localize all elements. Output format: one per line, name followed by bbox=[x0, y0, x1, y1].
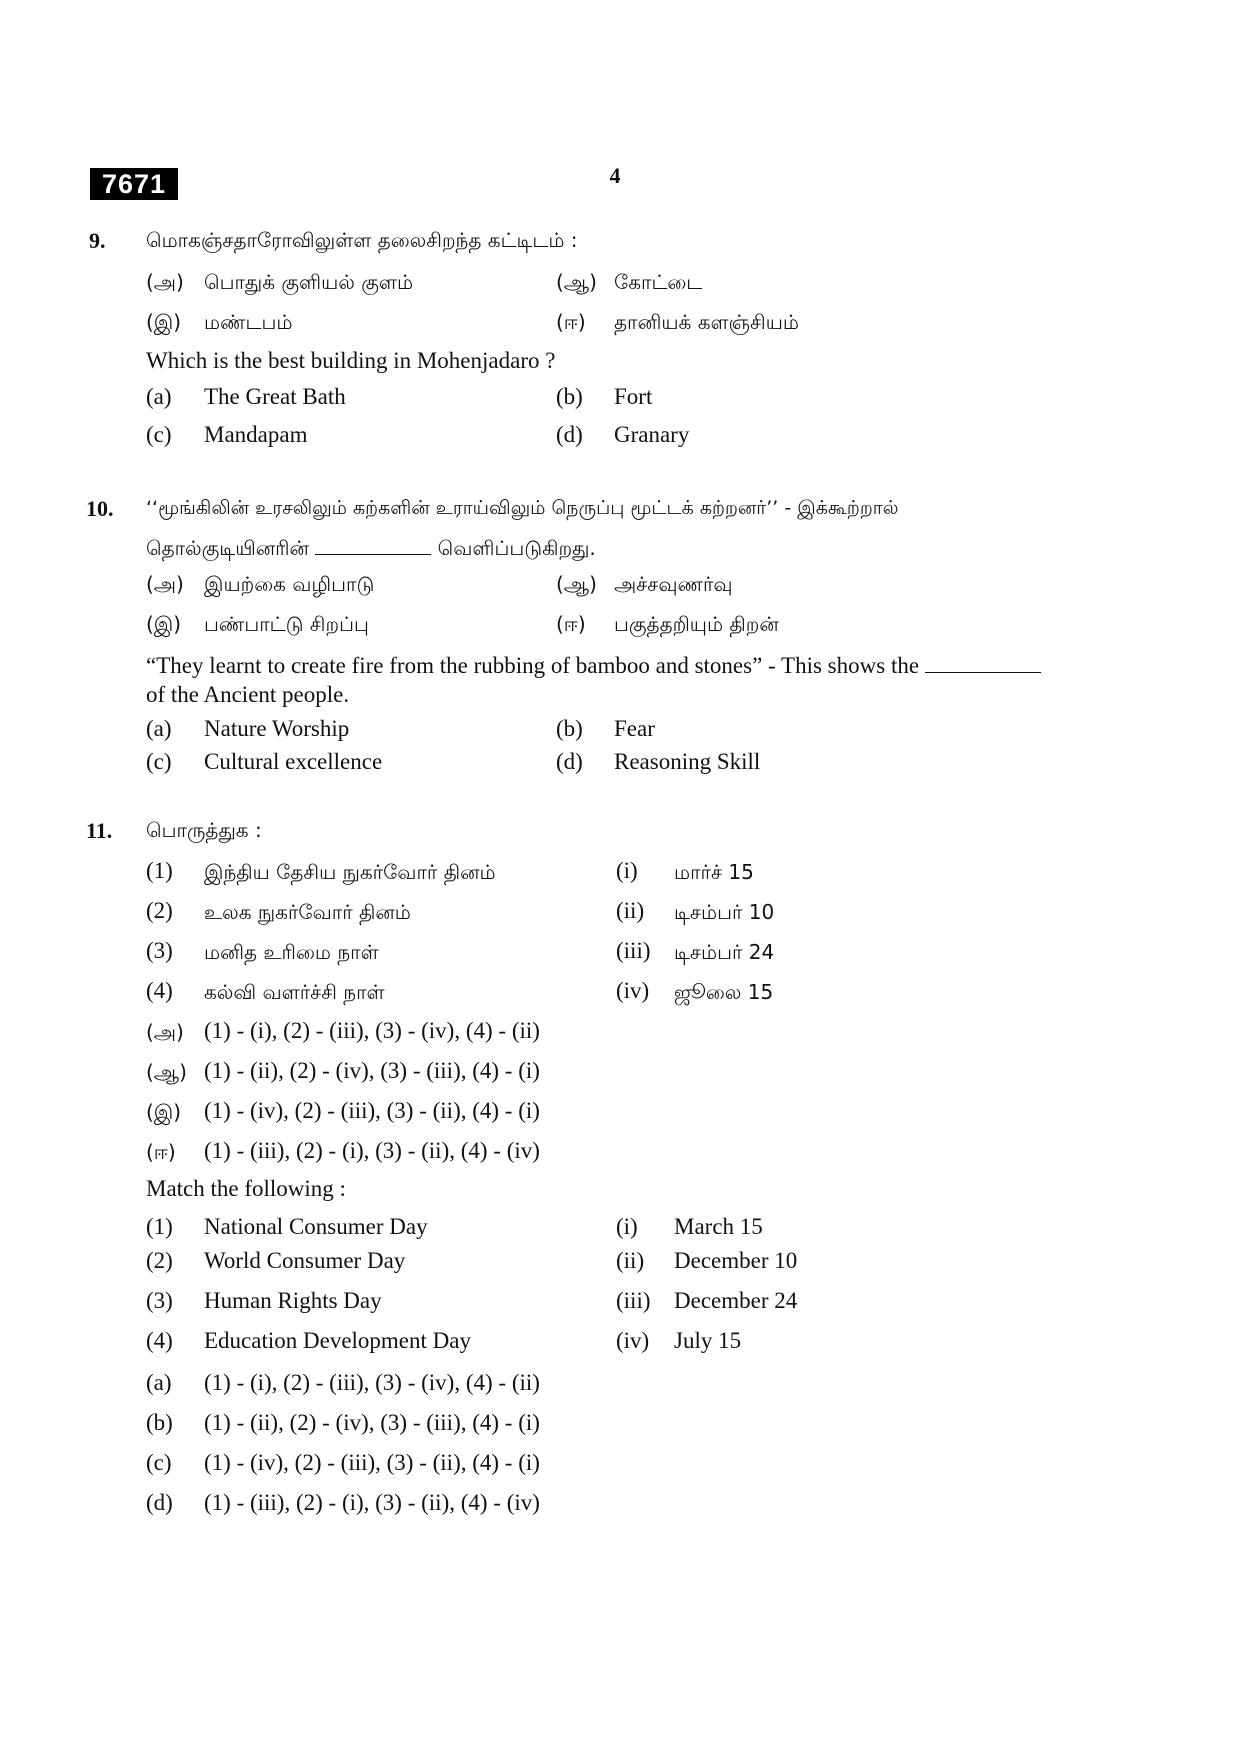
q9-ta-option-label: (ஆ) bbox=[556, 270, 597, 294]
q9-number: 9. bbox=[89, 228, 106, 253]
q9-ta-option-text: தானியக் களஞ்சியம் bbox=[614, 310, 799, 334]
q11-ta-row-roman: (i) bbox=[616, 858, 638, 883]
q10-ta-option-text: அச்சவுணர்வு bbox=[614, 572, 733, 596]
q11-ta-row-num: (4) bbox=[146, 978, 173, 1003]
q11-en-row-right: July 15 bbox=[674, 1328, 742, 1353]
q11-en-option-label: (c) bbox=[146, 1450, 172, 1475]
q11-en-option-text: (1) - (iv), (2) - (iii), (3) - (ii), (4) - (i) bbox=[204, 1450, 540, 1475]
q11-ta-row-right: மார்ச் 15 bbox=[674, 860, 754, 884]
q10-tamil-line1: ‘‘மூங்கிலின் உரசலிலும் கற்களின் உராய்விலும் நெருப்பு மூட்டக் கற்றனர்’’ - இக்கூற்றால் bbox=[146, 497, 899, 519]
q11-ta-option-text: (1) - (iii), (2) - (i), (3) - (ii), (4) - (iv) bbox=[204, 1138, 540, 1163]
q11-en-option-label: (d) bbox=[146, 1490, 173, 1515]
q11-ta-row-roman: (iv) bbox=[616, 978, 650, 1003]
q10-ta-option-text: இயற்கை வழிபாடு bbox=[204, 572, 375, 596]
q11-ta-row-right: டிசம்பர் 24 bbox=[674, 940, 775, 964]
q10-ta-option-label: (இ) bbox=[146, 612, 182, 636]
q11-ta-option-label: (ஈ) bbox=[146, 1140, 176, 1164]
q11-ta-row-num: (2) bbox=[146, 898, 173, 923]
paper-code-badge: 7671 bbox=[90, 168, 178, 200]
q11-en-row-right: December 10 bbox=[674, 1248, 798, 1273]
q11-en-option-label: (a) bbox=[146, 1370, 172, 1395]
q11-number: 11. bbox=[86, 818, 113, 843]
q10-number: 10. bbox=[86, 496, 114, 521]
q11-tamil-question: பொருத்துக : bbox=[146, 818, 262, 842]
q11-en-row-num: (3) bbox=[146, 1288, 173, 1313]
q10-tamil-blank bbox=[315, 534, 431, 555]
q9-en-option-text: Mandapam bbox=[204, 422, 308, 447]
q11-ta-row-left: இந்திய தேசிய நுகர்வோர் தினம் bbox=[204, 860, 496, 884]
q11-ta-option-label: (இ) bbox=[146, 1100, 182, 1124]
q11-ta-row-right: ஜூலை 15 bbox=[674, 980, 774, 1004]
q10-ta-option-label: (ஆ) bbox=[556, 572, 597, 596]
q10-en-option-label: (c) bbox=[146, 749, 172, 774]
q11-en-option-text: (1) - (ii), (2) - (iv), (3) - (iii), (4) - (i) bbox=[204, 1410, 540, 1435]
q10-english-line2: of the Ancient people. bbox=[146, 682, 350, 707]
q11-en-row-num: (2) bbox=[146, 1248, 173, 1273]
q11-en-option-text: (1) - (i), (2) - (iii), (3) - (iv), (4) - (ii) bbox=[204, 1370, 540, 1395]
q10-en-option-text: Reasoning Skill bbox=[614, 749, 761, 774]
q11-en-row-left: World Consumer Day bbox=[204, 1248, 406, 1273]
q11-ta-row-left: மனித உரிமை நாள் bbox=[204, 940, 379, 964]
q11-en-row-left: Education Development Day bbox=[204, 1328, 471, 1353]
page-number: 4 bbox=[609, 163, 621, 188]
q11-en-row-roman: (ii) bbox=[616, 1248, 645, 1273]
q11-ta-option-label: (அ) bbox=[146, 1020, 184, 1044]
q11-en-row-roman: (iii) bbox=[616, 1288, 651, 1313]
q9-ta-option-label: (அ) bbox=[146, 270, 184, 294]
q10-ta-option-label: (அ) bbox=[146, 572, 184, 596]
q11-en-row-right: December 24 bbox=[674, 1288, 798, 1313]
q10-en-option-text: Fear bbox=[614, 716, 655, 741]
q10-en-option-text: Cultural excellence bbox=[204, 749, 383, 774]
q11-ta-option-label: (ஆ) bbox=[146, 1060, 187, 1084]
q11-ta-option-text: (1) - (iv), (2) - (iii), (3) - (ii), (4) - (i) bbox=[204, 1098, 540, 1123]
q11-en-row-num: (1) bbox=[146, 1214, 173, 1239]
q10-en-option-text: Nature Worship bbox=[204, 716, 350, 741]
q9-en-option-label: (c) bbox=[146, 422, 172, 447]
q9-ta-option-label: (இ) bbox=[146, 310, 182, 334]
q11-en-row-roman: (iv) bbox=[616, 1328, 650, 1353]
q11-ta-row-right: டிசம்பர் 10 bbox=[674, 900, 775, 924]
q9-ta-option-text: பொதுக் குளியல் குளம் bbox=[204, 270, 414, 294]
q9-en-option-text: Fort bbox=[614, 384, 653, 409]
q11-en-row-left: Human Rights Day bbox=[204, 1288, 382, 1313]
q11-en-option-label: (b) bbox=[146, 1410, 173, 1435]
q10-tamil-line2-end: வெளிப்படுகிறது. bbox=[437, 536, 596, 560]
q11-ta-row-roman: (iii) bbox=[616, 938, 651, 963]
q11-en-row-left: National Consumer Day bbox=[204, 1214, 428, 1239]
q10-en-option-label: (d) bbox=[556, 749, 583, 774]
q9-en-option-label: (b) bbox=[556, 384, 583, 409]
q11-en-option-text: (1) - (iii), (2) - (i), (3) - (ii), (4) - (iv) bbox=[204, 1490, 540, 1515]
q9-en-option-label: (d) bbox=[556, 422, 583, 447]
q10-ta-option-label: (ஈ) bbox=[556, 612, 586, 636]
q9-en-option-text: The Great Bath bbox=[204, 384, 346, 409]
q10-tamil-line2-start: தொல்குடியினரின் bbox=[146, 536, 309, 560]
q11-ta-option-text: (1) - (ii), (2) - (iv), (3) - (iii), (4) - (i) bbox=[204, 1058, 540, 1083]
q11-en-row-roman: (i) bbox=[616, 1214, 638, 1239]
q11-ta-row-left: உலக நுகர்வோர் தினம் bbox=[204, 900, 411, 924]
q9-ta-option-text: கோட்டை bbox=[614, 270, 703, 294]
q11-ta-row-num: (1) bbox=[146, 858, 173, 883]
q10-english-blank bbox=[925, 652, 1041, 673]
q10-english-line1 bbox=[146, 652, 1041, 679]
q11-ta-option-text: (1) - (i), (2) - (iii), (3) - (iv), (4) - (ii) bbox=[204, 1018, 540, 1043]
q10-tamil-line2 bbox=[146, 534, 596, 563]
q10-ta-option-text: பகுத்தறியும் திறன் bbox=[614, 612, 779, 636]
q10-ta-option-text: பண்பாட்டு சிறப்பு bbox=[204, 612, 369, 636]
q11-ta-row-left: கல்வி வளர்ச்சி நாள் bbox=[204, 980, 385, 1004]
q11-ta-row-roman: (ii) bbox=[616, 898, 645, 923]
q11-en-row-right: March 15 bbox=[674, 1214, 763, 1239]
q11-en-row-num: (4) bbox=[146, 1328, 173, 1353]
q10-en-option-label: (b) bbox=[556, 716, 583, 741]
q10-english-line1-text: “They learnt to create fire from the rubbing of bamboo and stones” - This shows the bbox=[146, 653, 920, 678]
q9-en-option-label: (a) bbox=[146, 384, 172, 409]
q9-english-question: Which is the best building in Mohenjadaro ? bbox=[146, 348, 556, 373]
q10-en-option-label: (a) bbox=[146, 716, 172, 741]
q11-english-question: Match the following : bbox=[146, 1176, 346, 1201]
q9-ta-option-text: மண்டபம் bbox=[204, 310, 293, 334]
q9-ta-option-label: (ஈ) bbox=[556, 310, 586, 334]
q9-tamil-question: மொகஞ்சதாரோவிலுள்ள தலைசிறந்த கட்டிடம் : bbox=[146, 228, 578, 252]
q11-ta-row-num: (3) bbox=[146, 938, 173, 963]
q9-en-option-text: Granary bbox=[614, 422, 690, 447]
